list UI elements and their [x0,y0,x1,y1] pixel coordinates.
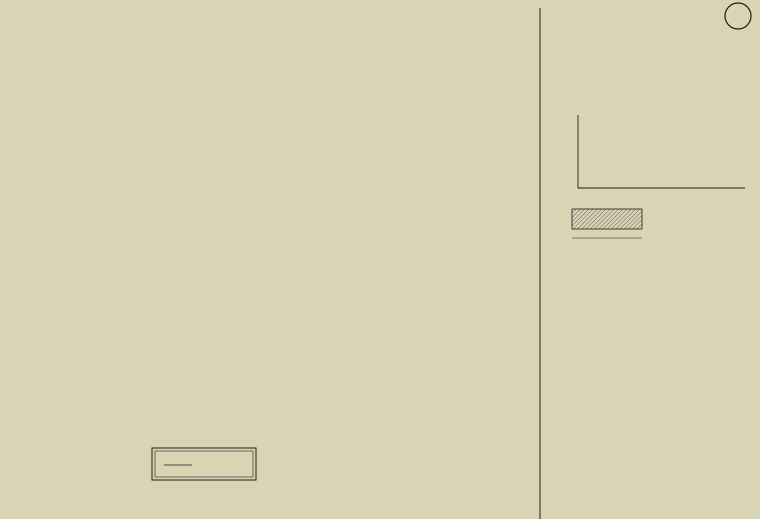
plate-number-circle [725,3,751,29]
inset-beta-chart [578,115,745,188]
strip-footing-rect [572,209,642,229]
formula-box [152,448,256,480]
